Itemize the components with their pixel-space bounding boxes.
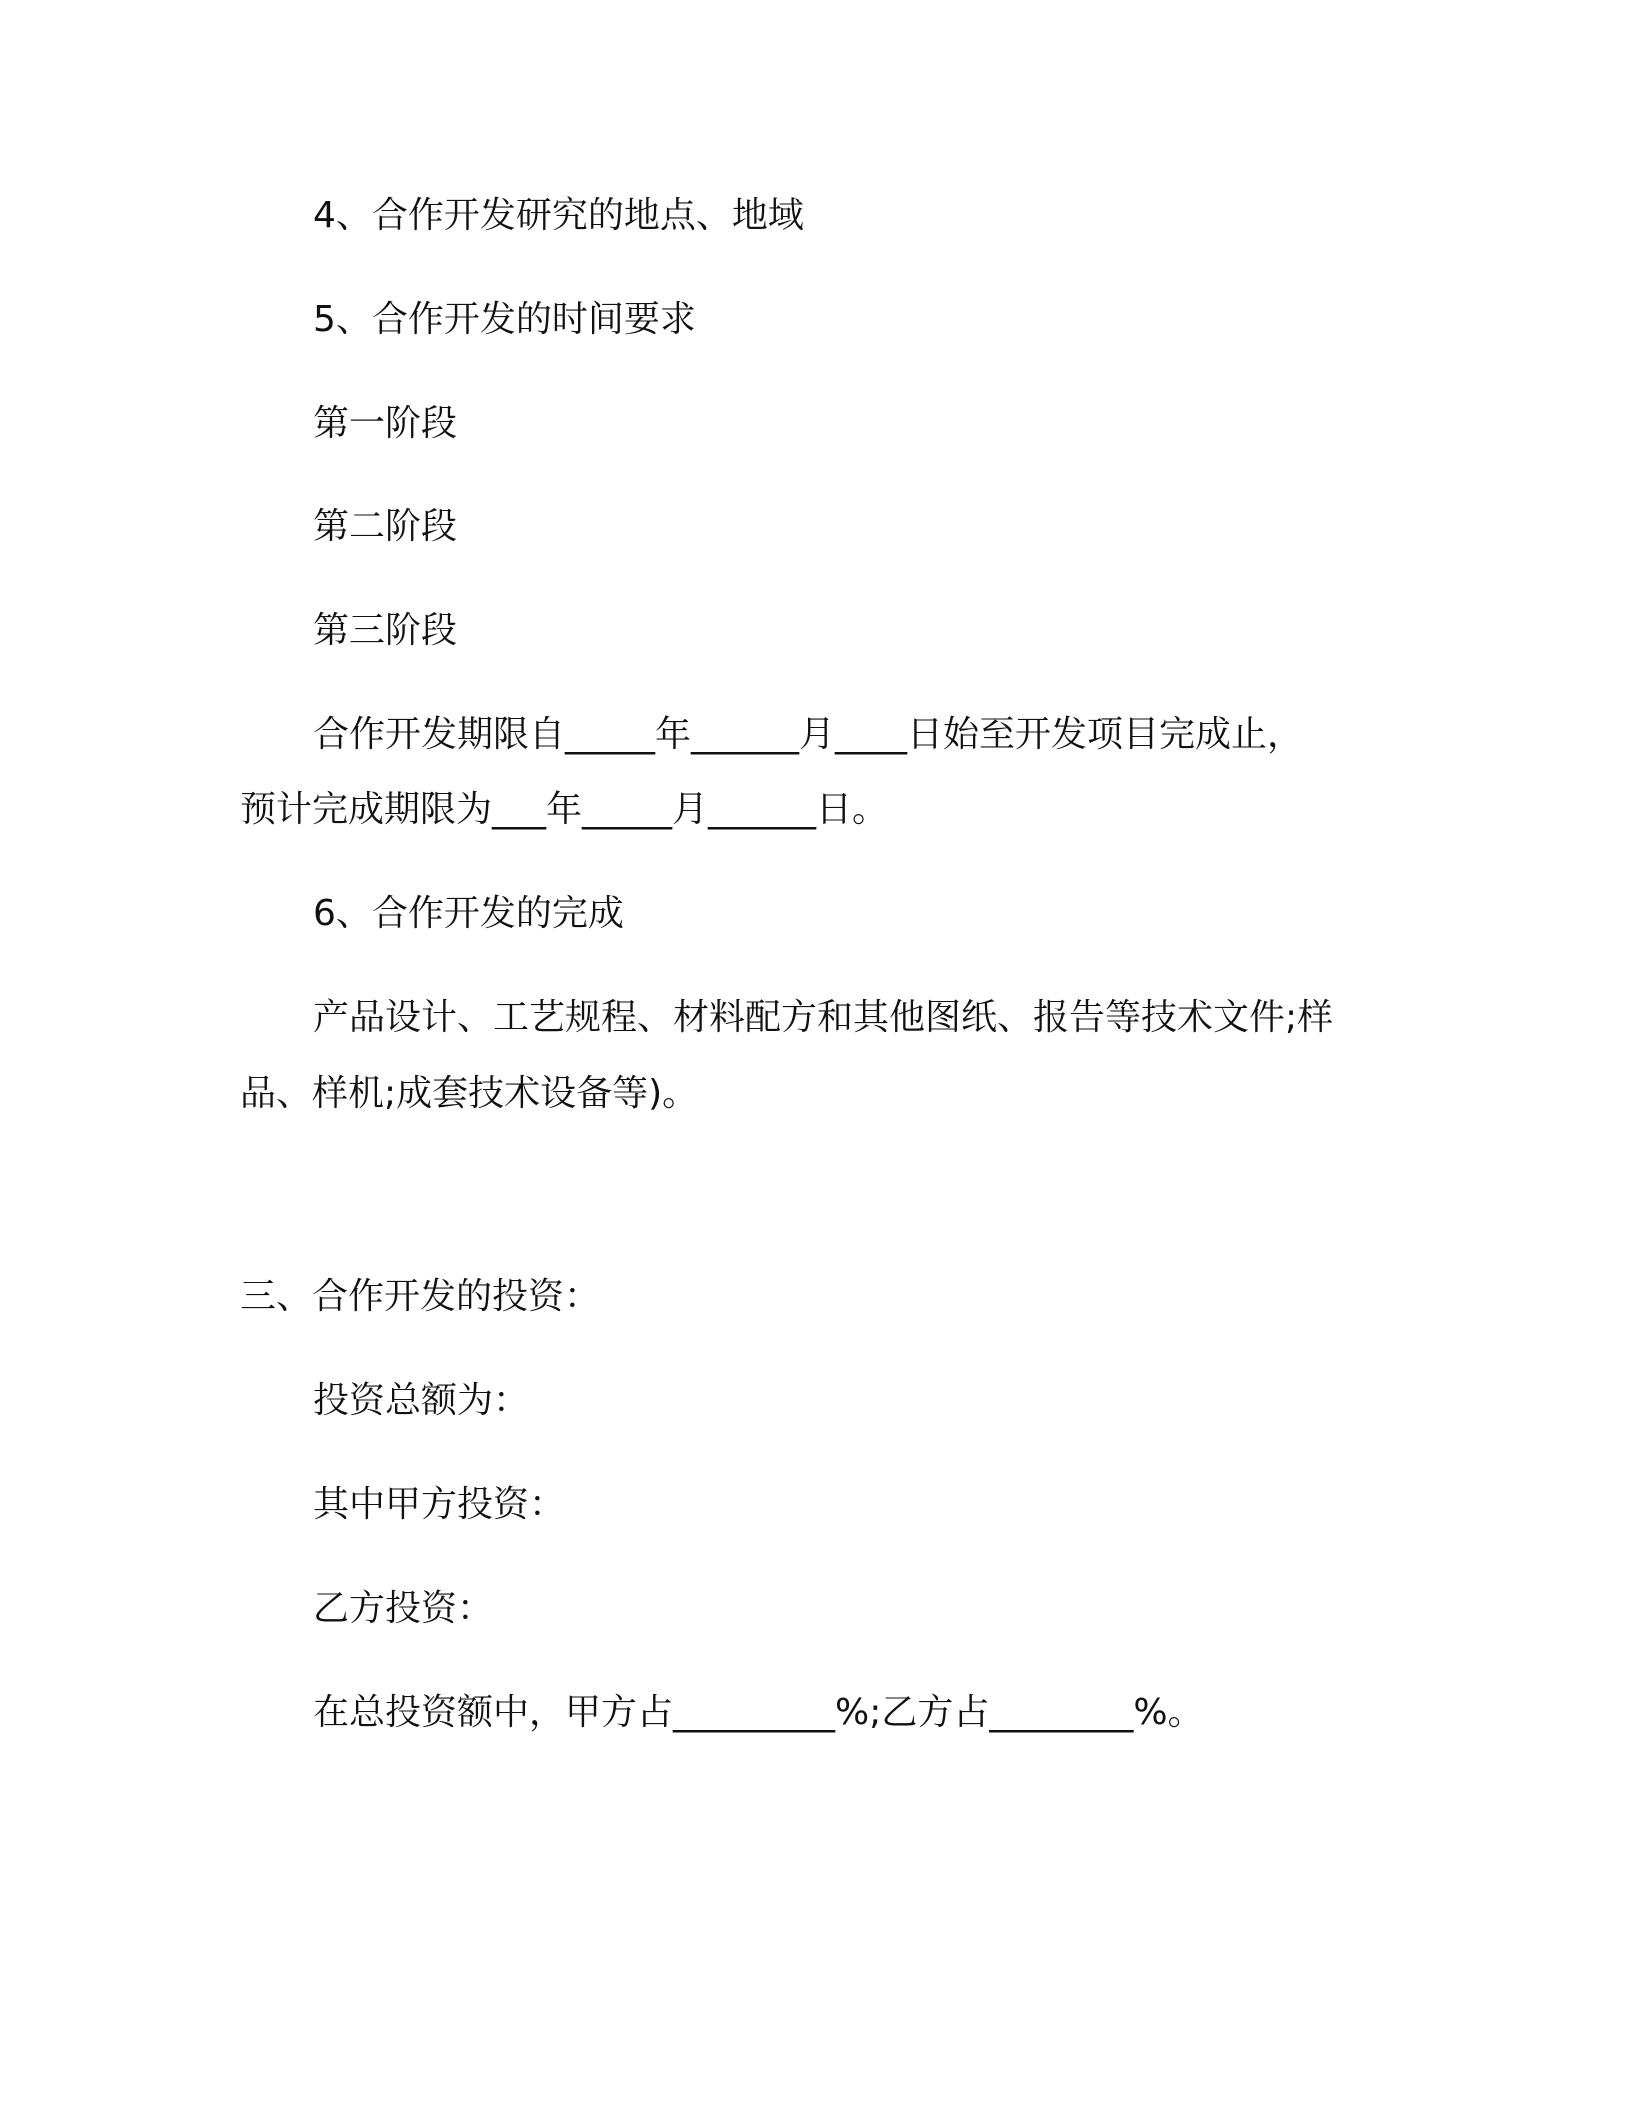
stage-3: 第三阶段	[313, 610, 458, 651]
investment-share-line: 在总投资额中，甲方占_________%;乙方占________%。	[313, 1692, 1204, 1733]
item-5-time-requirement: 5、合作开发的时间要求	[313, 299, 696, 340]
total-investment-label: 投资总额为：	[313, 1380, 530, 1421]
period-paragraph-line-1: 合作开发期限自_____年______月____日始至开发项目完成止，	[313, 714, 1304, 755]
period-paragraph-line-2: 预计完成期限为___年_____月______日。	[240, 789, 889, 830]
completion-paragraph-line-1: 产品设计、工艺规程、材料配方和其他图纸、报告等技术文件;样	[313, 997, 1334, 1038]
item-4-location: 4、合作开发研究的地点、地域	[313, 195, 804, 236]
item-6-completion: 6、合作开发的完成	[313, 893, 624, 934]
stage-2: 第二阶段	[313, 506, 458, 547]
stage-1: 第一阶段	[313, 403, 458, 444]
completion-paragraph-line-2: 品、样机;成套技术设备等)。	[240, 1073, 699, 1114]
party-b-investment-label: 乙方投资：	[313, 1588, 494, 1629]
party-a-investment-label: 其中甲方投资：	[313, 1484, 566, 1525]
section-3-heading: 三、合作开发的投资：	[240, 1276, 601, 1317]
